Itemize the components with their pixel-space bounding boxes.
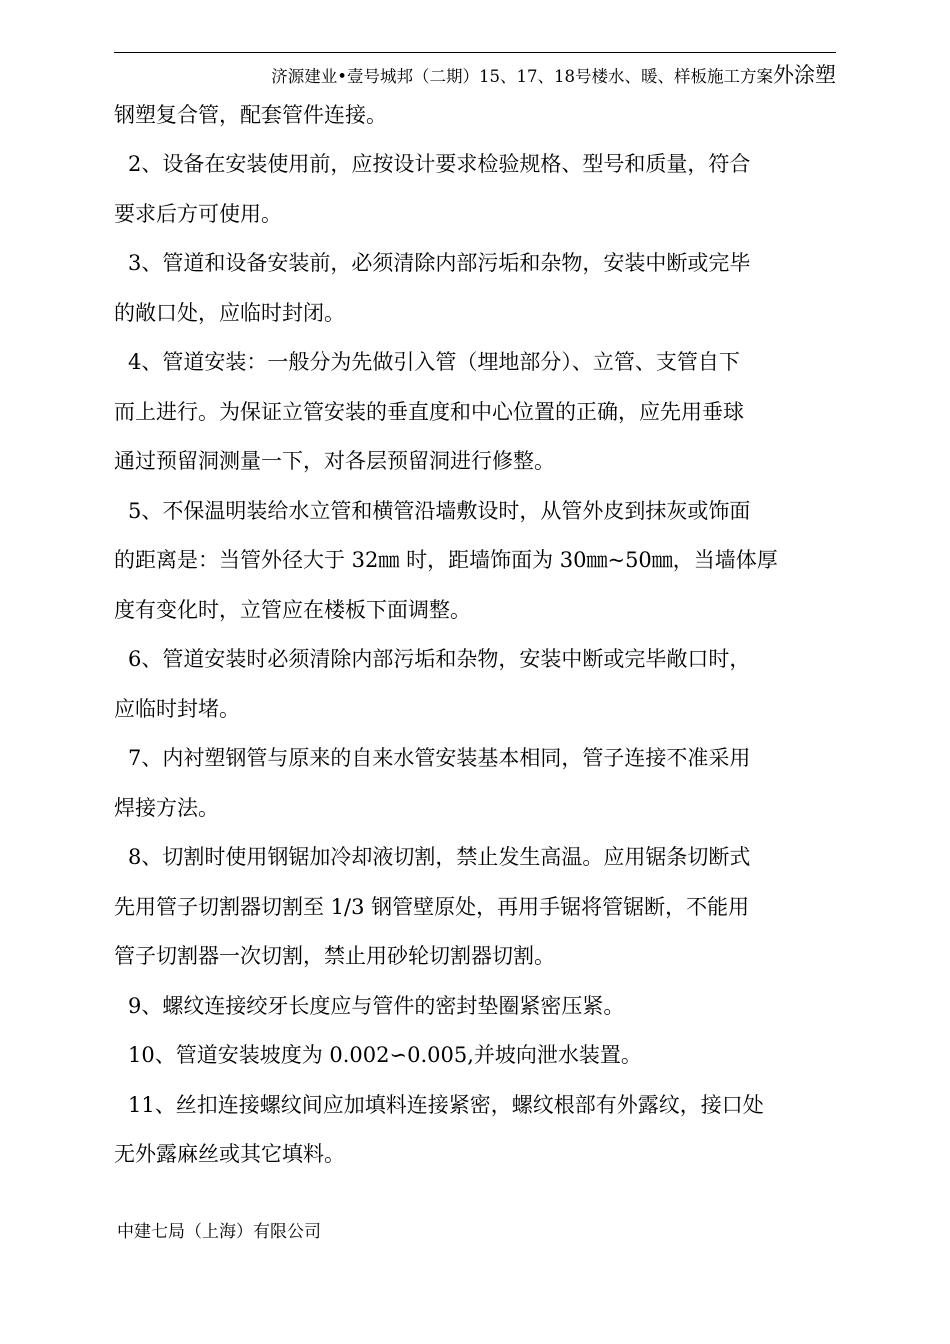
paragraph-line: 9、螺纹连接绞牙长度应与管件的密封垫圈紧密压紧。 [128,993,625,1018]
paragraph-line: 要求后方可使用。 [114,201,282,226]
paragraph-line: 无外露麻丝或其它填料。 [114,1142,345,1166]
paragraph [114,1081,836,1180]
paragraph-line: 应临时封堵。 [114,696,240,721]
paragraph [114,239,836,338]
paragraph-line: 的距离是：当管外径大于 32㎜ 时，距墙饰面为 30㎜~50㎜，当墙体厚 [114,548,778,572]
continuation-line: 钢塑复合管，配套管件连接。 [114,103,387,127]
paragraph [114,487,836,636]
running-title: 济源建业•壹号城邦（二期）15、17、18号楼水、暖、样板施工方案 [271,67,773,86]
paragraph [114,140,836,239]
paragraph [114,833,836,982]
paragraph [114,635,836,734]
paragraph-line: 的敞口处，应临时封闭。 [114,300,345,325]
paragraph-line: 10、管道安装坡度为 0.002∽0.005,并坡向泄水装置。 [128,1043,642,1067]
paragraph [114,1031,836,1081]
paragraph [114,982,836,1032]
paragraph [114,734,836,833]
body-lead-text: 外涂塑 [773,63,836,87]
paragraph-line: 11、丝扣连接螺纹间应加填料连接紧密，螺纹根部有外露纹，接口处 [128,1092,764,1117]
paragraph-line: 7、内衬塑钢管与原来的自来水管安装基本相同，管子连接不准采用 [128,746,751,770]
paragraph-line: 2、设备在安装使用前，应按设计要求检验规格、型号和质量，符合 [128,152,751,176]
paragraph-line: 5、不保温明装给水立管和横管沿墙敷设时，从管外皮到抹灰或饰面 [128,498,751,523]
paragraph-list [114,140,836,1180]
paragraph-line: 通过预留洞测量一下，对各层预留洞进行修整。 [114,449,555,473]
paragraph-line: 而上进行。为保证立管安装的垂直度和中心位置的正确，应先用垂球 [114,399,744,424]
document-body [114,91,836,1180]
paragraph-line: 6、管道安装时必须清除内部污垢和杂物，安装中断或完毕敞口时， [128,647,751,671]
paragraph [114,338,836,487]
paragraph-line: 度有变化时，立管应在楼板下面调整。 [114,597,471,622]
paragraph-line: 4、管道安装：一般分为先做引入管（埋地部分）、立管、支管自下 [128,350,740,374]
paragraph-line: 先用管子切割器切割至 1/3 钢管壁原处，再用手锯将管锯断，不能用 [114,894,750,919]
paragraph-line: 8、切割时使用钢锯加冷却液切割，禁止发生高温。应用锯条切断式 [128,845,751,869]
footer-company: 中建七局（上海）有限公司 [117,1222,321,1242]
header-rule [114,52,836,53]
paragraph-line: 3、管道和设备安装前，必须清除内部污垢和杂物，安装中断或完毕 [128,251,751,275]
paragraph-line: 焊接方法。 [114,795,219,820]
paragraph-line: 管子切割器一次切割，禁止用砂轮切割器切割。 [114,944,555,968]
header-line [114,61,836,91]
